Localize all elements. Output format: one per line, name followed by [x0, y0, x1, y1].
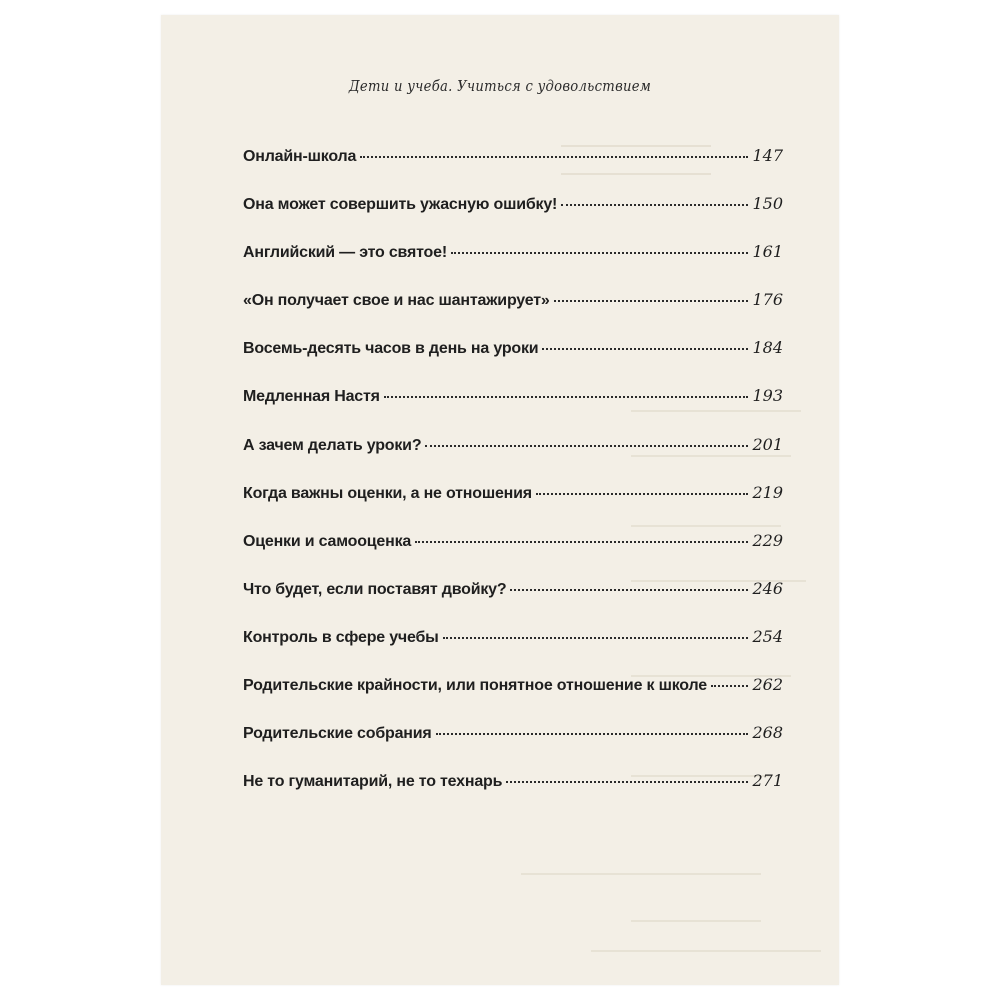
toc-entry-title: «Он получает свое и нас шантажирует»: [243, 292, 550, 310]
toc-entry-page: 201: [752, 434, 783, 454]
dot-leader: [561, 204, 748, 206]
toc-entry[interactable]: [243, 531, 783, 579]
toc-entry[interactable]: [243, 242, 783, 290]
toc-entry[interactable]: [243, 627, 783, 675]
toc-entry[interactable]: [243, 290, 783, 338]
show-through-line: [521, 873, 761, 875]
toc-entry[interactable]: [243, 771, 783, 819]
toc-entry-page: 262: [752, 675, 783, 695]
toc-entry-page: 271: [752, 771, 783, 791]
toc-entry-title: Когда важны оценки, а не отношения: [243, 484, 532, 502]
toc-entry[interactable]: [243, 579, 783, 627]
toc-entry-page: 229: [752, 530, 783, 550]
toc-entry-title: Медленная Настя: [243, 388, 380, 406]
dot-leader: [536, 493, 749, 495]
dot-leader: [415, 541, 748, 543]
toc-entry-title: Родительские крайности, или понятное отношение к школе: [243, 677, 707, 695]
toc-entry[interactable]: [243, 338, 783, 386]
dot-leader: [451, 252, 749, 254]
dot-leader: [436, 733, 749, 735]
toc-entry[interactable]: [243, 194, 783, 242]
toc-entry-title: Восемь-десять часов в день на уроки: [243, 340, 539, 358]
toc-entry-title: Что будет, если поставят двойку?: [243, 580, 507, 598]
toc-entry-page: 193: [752, 386, 783, 406]
dot-leader: [443, 637, 749, 639]
toc-entry[interactable]: [243, 723, 783, 771]
dot-leader: [554, 300, 749, 302]
show-through-line: [591, 950, 821, 952]
toc-entry-page: 254: [752, 626, 783, 646]
table-of-contents: [243, 146, 783, 819]
toc-entry[interactable]: [243, 675, 783, 723]
running-head: Дети и учеба. Учиться с удовольствием: [348, 77, 652, 95]
toc-entry-page: 219: [752, 482, 783, 502]
toc-entry-title: Родительские собрания: [243, 725, 432, 743]
toc-entry-page: 161: [752, 242, 783, 262]
toc-entry-page: 246: [752, 578, 783, 598]
toc-entry[interactable]: [243, 146, 783, 194]
toc-entry-title: Не то гуманитарий, не то технарь: [243, 773, 503, 791]
dot-leader: [384, 396, 749, 398]
show-through-line: [631, 920, 761, 922]
toc-entry[interactable]: [243, 435, 783, 483]
dot-leader: [425, 445, 748, 447]
toc-entry-page: 147: [752, 146, 783, 165]
dot-leader: [506, 781, 748, 783]
book-page: [161, 15, 839, 985]
toc-entry-page: 184: [752, 338, 783, 358]
toc-entry[interactable]: [243, 386, 783, 434]
dot-leader: [360, 156, 748, 158]
toc-entry[interactable]: [243, 483, 783, 531]
toc-entry-page: 150: [752, 194, 783, 214]
toc-entry-title: Английский — это святое!: [243, 244, 447, 262]
toc-entry-page: 176: [752, 290, 783, 310]
toc-entry-title: Контроль в сфере учебы: [243, 628, 439, 646]
dot-leader: [711, 685, 749, 687]
toc-entry-title: Оценки и самооценка: [243, 532, 412, 550]
toc-entry-title: Онлайн-школа: [243, 148, 357, 165]
toc-entry-title: Она может совершить ужасную ошибку!: [243, 196, 558, 214]
toc-entry-page: 268: [752, 723, 783, 743]
toc-entry-title: А зачем делать уроки?: [243, 436, 422, 454]
dot-leader: [542, 348, 748, 350]
dot-leader: [510, 589, 748, 591]
